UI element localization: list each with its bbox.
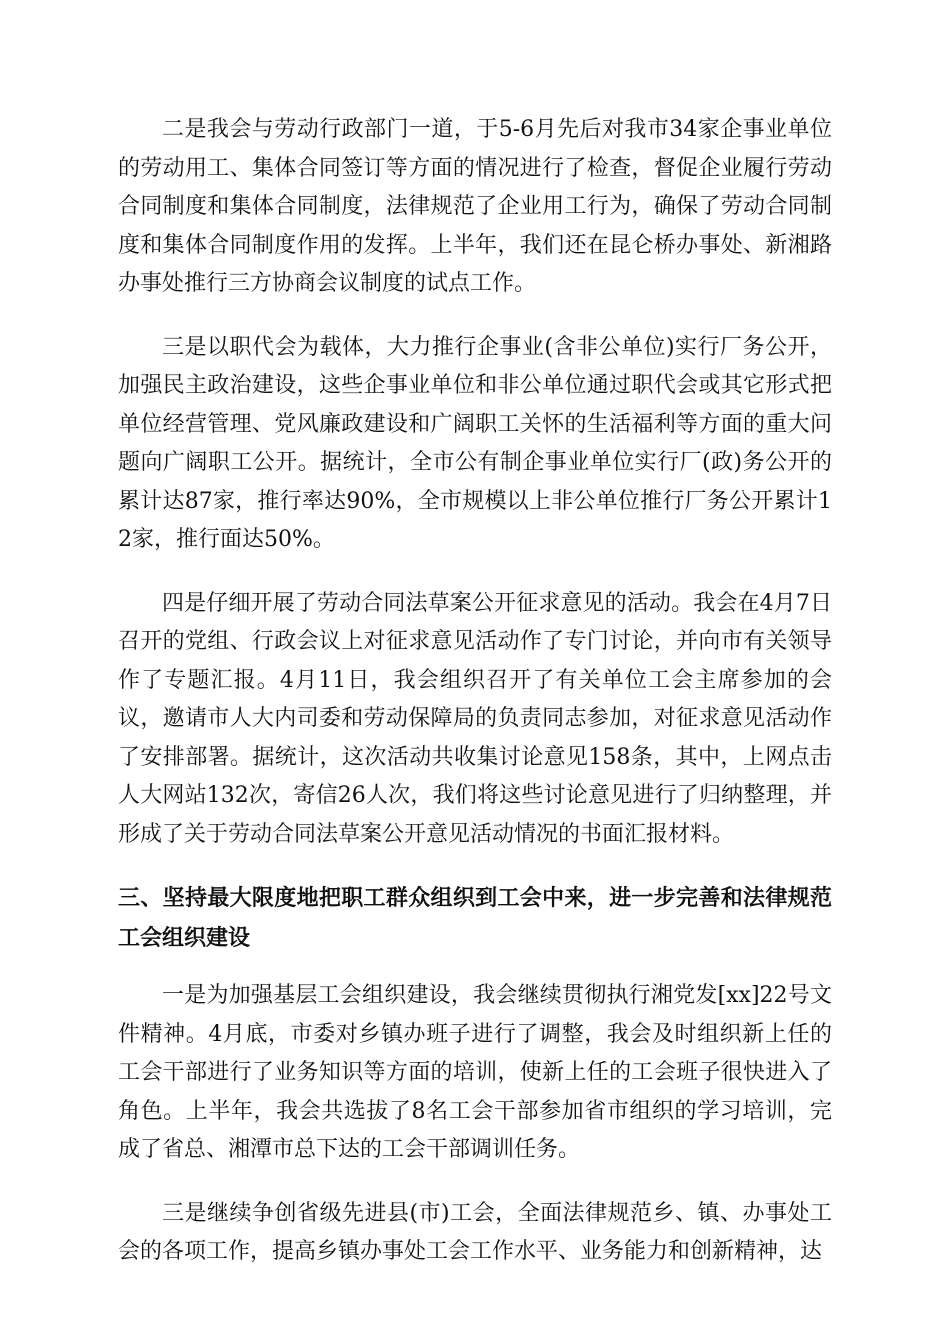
- paragraph-factory-affairs-disclosure: 三是以职代会为载体，大力推行企事业(含非公单位)实行厂务公开，加强民主政治建设，这些企事业单位和非公单位通过职代会或其它形式把单位经营管理、党风廉政建设和广阔职工关怀的生活福利等方面的重大问题向广阔职工公开。据统计，全市公有制企事业单位实行厂(政)务公开的累计达87家，推行率达90%，全市规模以上非公单位推行厂务公开累计12家，推行面达50%。: [118, 334, 832, 552]
- document-body: [118, 111, 832, 1297]
- paragraph-labor-inspection: 二是我会与劳动行政部门一道，于5-6月先后对我市34家企事业单位的劳动用工、集体合同签订等方面的情况进行了检查，督促企业履行劳动合同制度和集体合同制度，法律规范了企业用工行为，确保了劳动合同制度和集体合同制度作用的发挥。上半年，我们还在昆仑桥办事处、新湘路办事处推行三方协商会议制度的试点工作。: [118, 117, 832, 296]
- section-heading: 三、坚持最大限度地把职工群众组织到工会中来，进一步完善和法律规范工会组织建设: [118, 886, 832, 951]
- paragraph-grassroots-union-building: 一是为加强基层工会组织建设，我会继续贯彻执行湘党发[xx]22号文件精神。4月底，市委对乡镇办班子进行了调整，我会及时组织新上任的工会干部进行了业务知识等方面的培训，使新上任的工会班子很快进入了角色。上半年，我会共选拔了8名工会干部参加省市组织的学习培训，完成了省总、湘潭市总下达的工会干部调训任务。: [118, 983, 832, 1162]
- paragraph-labor-contract-law-feedback: 四是仔细开展了劳动合同法草案公开征求意见的活动。我会在4月7日召开的党组、行政会议上对征求意见活动作了专门讨论，并向市有关领导作了专题汇报。4月11日，我会组织召开了有关单位工会主席参加的会议，邀请市人大内司委和劳动保障局的负责同志参加，对征求意见活动作了安排部署。据统计，这次活动共收集讨论意见158条，其中，上网点击人大网站132次，寄信26人次，我们将这些讨论意见进行了归纳整理，并形成了关于劳动合同法草案公开意见活动情况的书面汇报材料。: [118, 590, 832, 847]
- paragraph-advanced-union-campaign: 三是继续争创省级先进县(市)工会，全面法律规范乡、镇、办事处工会的各项工作，提高乡镇办事处工会工作水平、业务能力和创新精神，达: [118, 1200, 832, 1264]
